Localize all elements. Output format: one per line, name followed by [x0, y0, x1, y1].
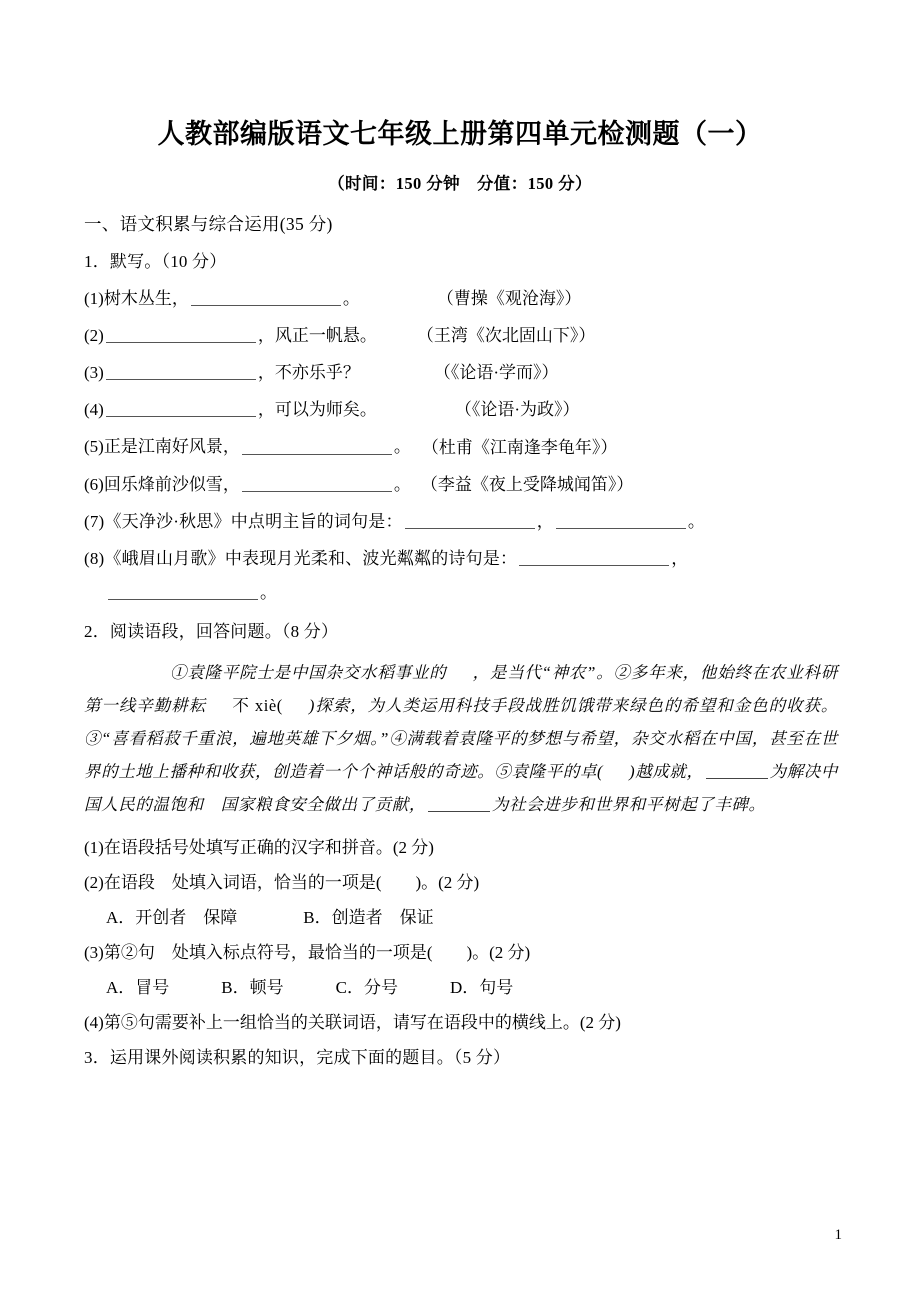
fill-in-item	[84, 289, 838, 307]
option-text: 句号	[479, 978, 514, 998]
answer-blank[interactable]	[108, 583, 258, 600]
fill-in-source: （杜甫《江南逢李龟年》）	[421, 437, 618, 457]
fill-in-after: 。	[393, 437, 411, 457]
question-3-options	[84, 979, 838, 996]
fill-in-label: (3)	[84, 363, 104, 383]
question-2-sub-1	[84, 839, 838, 856]
fill-in-item	[84, 400, 838, 418]
fill-in-body	[84, 326, 377, 344]
fill-in-text: 《天净沙·秋思》中点明主旨的词句是：	[104, 511, 403, 531]
option-key: C．	[335, 978, 364, 998]
fill-in-end: 。	[687, 511, 706, 531]
question-1-stem: 1．默写。（10 分）	[84, 251, 227, 271]
fill-in-source: （《论语·学而》）	[433, 363, 559, 383]
option-b[interactable]	[303, 909, 433, 926]
fill-in-body	[84, 437, 411, 455]
fill-in-text: 《峨眉山月歌》中表现月光柔和、波光粼粼的诗句是：	[104, 549, 518, 569]
fill-in-item	[84, 326, 838, 344]
option-key: A．	[106, 908, 136, 928]
sub-question-text: 在语段 处填入词语，恰当的一项是( )。(2 分)	[103, 873, 480, 893]
fill-in-after: ，可以为师矣。	[257, 400, 377, 420]
option-key: D．	[449, 978, 480, 998]
fill-in-body	[84, 400, 377, 418]
fill-in-body	[84, 289, 360, 307]
question-2-stem: 2．阅读语段，回答问题。（8 分）	[84, 622, 339, 642]
fill-in-source: （曹操《观沧海》）	[436, 289, 582, 309]
passage-part-b: ，是当代“神农”。②多年来，他始终在农业科研第一线辛勤耕耘	[84, 663, 838, 716]
section-heading-one: 一、语文积累与综合运用(35 分)	[84, 214, 333, 235]
fill-in-body	[84, 363, 360, 381]
passage-part-a: ①袁隆平院士是中国杂交水稻事业的	[169, 663, 447, 683]
fill-in-item-7	[84, 512, 838, 530]
option-b[interactable]	[221, 979, 283, 996]
answer-blank[interactable]	[191, 289, 341, 306]
fill-in-item-8-continuation	[84, 583, 838, 601]
reading-passage	[84, 656, 838, 821]
sub-question-text: 第②句 处填入标点符号，最恰当的一项是( )。(2 分)	[103, 943, 531, 963]
question-2-sub-4	[84, 1014, 838, 1031]
question-2-options	[84, 909, 838, 926]
fill-in-after: ，不亦乐乎？	[257, 363, 360, 383]
fill-in-label: (1)	[84, 289, 104, 309]
answer-blank[interactable]	[242, 475, 392, 492]
exam-content	[0, 216, 920, 1066]
passage-connective-blank[interactable]	[428, 795, 490, 812]
exam-meta-subtitle: （时间：150 分钟 分值：150 分）	[328, 174, 592, 194]
fill-in-item	[84, 363, 838, 381]
fill-in-after: ，风正一帆悬。	[257, 326, 377, 346]
passage-pinyin-prompt: 不 xiè(	[232, 696, 283, 716]
option-d[interactable]	[450, 979, 513, 996]
page-number: 1	[834, 1227, 842, 1243]
fill-in-source: （《论语·为政》）	[454, 400, 580, 420]
fill-in-before: 树木丛生，	[103, 289, 189, 309]
sub-question-text: 在语段括号处填写正确的汉字和拼音。(2 分)	[103, 838, 434, 858]
option-key: B．	[221, 978, 250, 998]
passage-part-g: 为社会进步和世界和平树起了丰碑。	[492, 795, 766, 815]
sub-question-label: (4)	[84, 1013, 104, 1033]
option-key: B．	[303, 908, 332, 928]
option-text: 开创者 保障	[135, 908, 238, 928]
question-2-sub-3	[84, 944, 838, 961]
passage-part-e: )越成就，	[629, 762, 704, 782]
passage-part-d: )探索，为人类运用科技手段战胜饥饿带来绿色的希望和金色的收获。③“喜看稻菽千重浪，遍地英雄下夕烟。”④满载着袁隆平的梦想与希望，杂交水稻在中国，甚至在世界的土地上播种和收获，创造着一个个神话般的奇迹。⑤袁隆平的卓(	[84, 696, 838, 782]
fill-in-item	[84, 475, 838, 493]
option-c[interactable]	[336, 979, 398, 996]
sub-question-label: (2)	[84, 873, 104, 893]
question-2-sub-2	[84, 874, 838, 891]
fill-in-label: (7)	[84, 511, 105, 531]
fill-in-mid: ，	[536, 511, 554, 531]
fill-in-before: 正是江南好风景，	[103, 437, 240, 457]
option-text: 冒号	[135, 978, 170, 998]
fill-in-body	[84, 475, 411, 493]
fill-in-end: 。	[260, 583, 278, 603]
option-a[interactable]	[106, 909, 237, 926]
option-text: 创造者 保证	[331, 908, 434, 928]
sub-question-label: (1)	[84, 838, 104, 858]
sub-question-text: 第⑤句需要补上一组恰当的关联词语，请写在语段中的横线上。(2 分)	[103, 1013, 621, 1033]
page-title: 人教部编版语文七年级上册第四单元检测题（一）	[157, 119, 763, 149]
answer-blank[interactable]	[106, 363, 256, 380]
fill-in-item-8	[84, 549, 838, 567]
fill-in-label: (8)	[84, 549, 105, 569]
fill-in-item	[84, 437, 838, 455]
sub-question-label: (3)	[84, 943, 104, 963]
fill-in-source: （李益《夜上受降城闻笛》）	[420, 474, 634, 494]
question-3-stem: 3．运用课外阅读积累的知识，完成下面的题目。（5 分）	[84, 1048, 511, 1068]
answer-blank[interactable]	[242, 437, 392, 454]
fill-in-source: （王湾《次北固山下》）	[416, 326, 596, 346]
answer-blank[interactable]	[556, 512, 686, 529]
fill-in-after: 。	[393, 474, 411, 494]
answer-blank[interactable]	[106, 400, 256, 417]
option-text: 顿号	[249, 978, 284, 998]
fill-in-label: (4)	[84, 400, 104, 420]
fill-in-label: (2)	[84, 326, 104, 346]
fill-in-mid: ，	[671, 549, 689, 569]
passage-connective-blank[interactable]	[706, 762, 768, 779]
option-key: A．	[106, 978, 136, 998]
fill-in-after: 。	[342, 289, 360, 309]
fill-in-label: (6)	[84, 474, 104, 494]
passage-part-f: 为解决中国人民的温饱和 国家粮食安全做出了贡献，	[84, 762, 839, 815]
option-a[interactable]	[106, 979, 169, 996]
answer-blank[interactable]	[106, 326, 256, 343]
option-text: 分号	[363, 978, 398, 998]
fill-in-before: 回乐烽前沙似雪，	[103, 474, 240, 494]
fill-in-label: (5)	[84, 437, 104, 457]
answer-blank[interactable]	[519, 549, 669, 566]
answer-blank[interactable]	[405, 512, 535, 529]
